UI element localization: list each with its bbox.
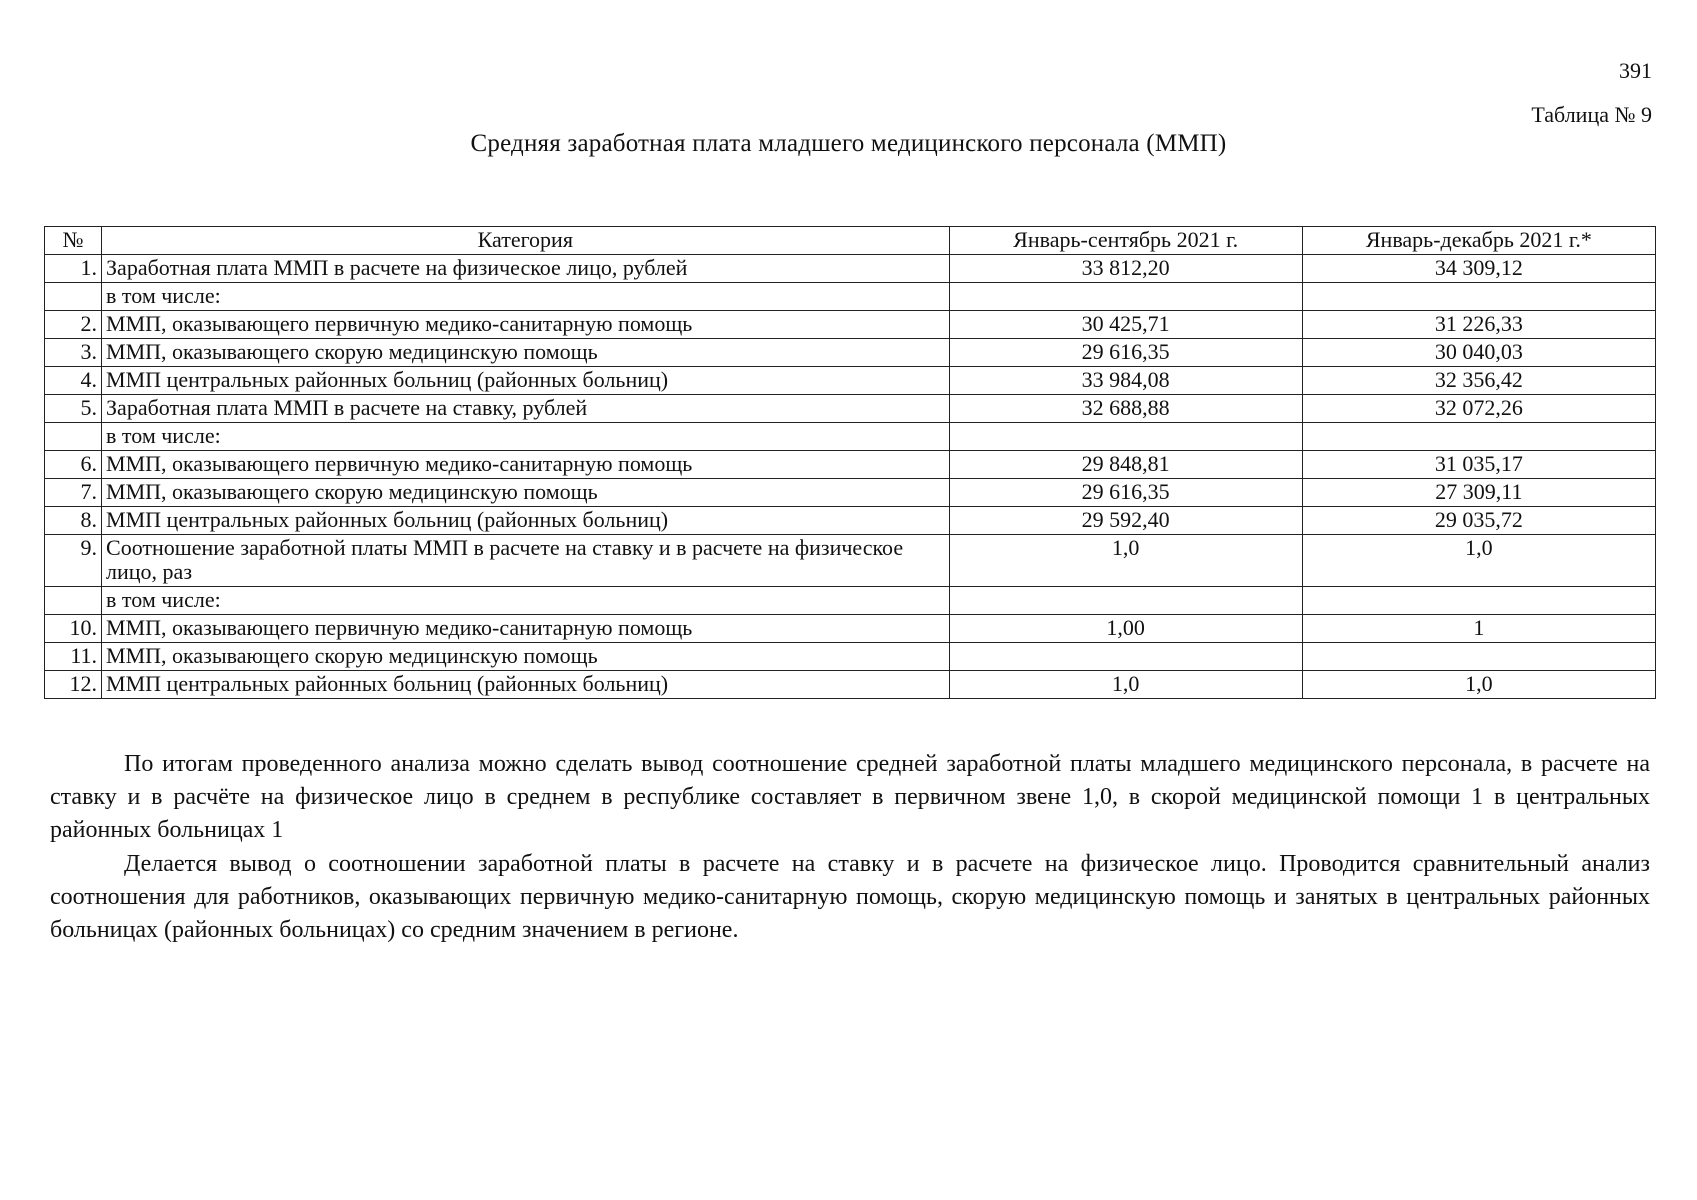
table-label: Таблица № 9	[1531, 102, 1652, 127]
row-value-jan-dec: 34 309,12	[1302, 255, 1655, 283]
row-value-jan-dec: 31 035,17	[1302, 451, 1655, 479]
row-number	[45, 423, 102, 451]
row-value-jan-sep: 30 425,71	[949, 311, 1302, 339]
analysis-paragraph: Делается вывод о соотношении заработной платы в расчете на ставку и в расчете на физическое лицо. Проводится сравнительный анализ соотношения для работников, оказывающих первичную медико-санитарную помощь, скорую медицинскую помощь и занятых в центральных районных больницах (районных больницах) со средним значением в регионе.	[50, 851, 1650, 943]
row-value-jan-sep: 1,0	[949, 671, 1302, 699]
table-row	[45, 535, 1656, 587]
row-category: в том числе:	[102, 423, 950, 451]
page-number: 391	[1619, 58, 1652, 83]
row-number: 4.	[45, 367, 102, 395]
row-number: 7.	[45, 479, 102, 507]
table-row	[45, 367, 1656, 395]
row-category: Заработная плата ММП в расчете на ставку, рублей	[102, 395, 950, 423]
row-value-jan-sep	[949, 587, 1302, 615]
table-row	[45, 451, 1656, 479]
table-row	[45, 339, 1656, 367]
row-category: Заработная плата ММП в расчете на физическое лицо, рублей	[102, 255, 950, 283]
row-value-jan-dec	[1302, 587, 1655, 615]
row-category: в том числе:	[102, 587, 950, 615]
row-category: ММП, оказывающего скорую медицинскую помощь	[102, 643, 950, 671]
row-value-jan-sep: 29 592,40	[949, 507, 1302, 535]
row-number: 5.	[45, 395, 102, 423]
row-category: ММП, оказывающего первичную медико-санитарную помощь	[102, 311, 950, 339]
row-value-jan-dec: 32 356,42	[1302, 367, 1655, 395]
table-row	[45, 255, 1656, 283]
table-row	[45, 311, 1656, 339]
row-value-jan-dec: 1	[1302, 615, 1655, 643]
row-category: ММП, оказывающего скорую медицинскую помощь	[102, 479, 950, 507]
row-number	[45, 587, 102, 615]
row-category: ММП, оказывающего первичную медико-санитарную помощь	[102, 451, 950, 479]
table-row	[45, 587, 1656, 615]
salary-table	[44, 226, 1656, 699]
column-header-jan-dec: Январь-декабрь 2021 г.*	[1302, 227, 1655, 255]
column-header-number: №	[45, 227, 102, 255]
row-value-jan-dec	[1302, 283, 1655, 311]
row-value-jan-sep	[949, 283, 1302, 311]
row-number: 3.	[45, 339, 102, 367]
row-value-jan-sep: 33 812,20	[949, 255, 1302, 283]
row-category: Соотношение заработной платы ММП в расчете на ставку и в расчете на физическое лицо, раз	[102, 535, 950, 587]
row-category: ММП центральных районных больниц (районных больниц)	[102, 671, 950, 699]
row-category: ММП центральных районных больниц (районных больниц)	[102, 507, 950, 535]
table-header-row	[45, 227, 1656, 255]
table-row	[45, 615, 1656, 643]
row-value-jan-sep: 33 984,08	[949, 367, 1302, 395]
row-number: 12.	[45, 671, 102, 699]
table-row	[45, 671, 1656, 699]
row-number: 1.	[45, 255, 102, 283]
row-value-jan-sep	[949, 643, 1302, 671]
table-row	[45, 479, 1656, 507]
column-header-category: Категория	[102, 227, 950, 255]
row-value-jan-sep: 29 848,81	[949, 451, 1302, 479]
table-row	[45, 507, 1656, 535]
conclusion-paragraph: По итогам проведенного анализа можно сделать вывод соотношение средней заработной платы младшего медицинского персонала, в расчете на ставку и в расчёте на физическое лицо в среднем в республике составляет в первичном звене 1,0, в скорой медицинской помощи 1 в центральных районных больницах 1	[50, 751, 1650, 843]
row-category: ММП центральных районных больниц (районных больниц)	[102, 367, 950, 395]
row-value-jan-dec: 32 072,26	[1302, 395, 1655, 423]
row-value-jan-sep	[949, 423, 1302, 451]
table-row	[45, 643, 1656, 671]
row-category: ММП, оказывающего скорую медицинскую помощь	[102, 339, 950, 367]
row-category: ММП, оказывающего первичную медико-санитарную помощь	[102, 615, 950, 643]
column-header-jan-sep: Январь-сентябрь 2021 г.	[949, 227, 1302, 255]
row-value-jan-sep: 1,00	[949, 615, 1302, 643]
table-row	[45, 283, 1656, 311]
row-value-jan-dec: 31 226,33	[1302, 311, 1655, 339]
row-number: 9.	[45, 535, 102, 587]
row-value-jan-dec: 1,0	[1302, 535, 1655, 587]
row-number: 2.	[45, 311, 102, 339]
row-value-jan-sep: 29 616,35	[949, 339, 1302, 367]
row-number: 10.	[45, 615, 102, 643]
row-value-jan-sep: 1,0	[949, 535, 1302, 587]
row-value-jan-sep: 29 616,35	[949, 479, 1302, 507]
row-value-jan-dec: 1,0	[1302, 671, 1655, 699]
row-value-jan-dec	[1302, 643, 1655, 671]
row-category: в том числе:	[102, 283, 950, 311]
document-title: Средняя заработная плата младшего медицинского персонала (ММП)	[470, 130, 1227, 157]
row-value-jan-sep: 32 688,88	[949, 395, 1302, 423]
table-row	[45, 423, 1656, 451]
row-value-jan-dec: 27 309,11	[1302, 479, 1655, 507]
row-value-jan-dec	[1302, 423, 1655, 451]
row-value-jan-dec: 30 040,03	[1302, 339, 1655, 367]
row-number: 8.	[45, 507, 102, 535]
row-number	[45, 283, 102, 311]
row-number: 6.	[45, 451, 102, 479]
row-number: 11.	[45, 643, 102, 671]
row-value-jan-dec: 29 035,72	[1302, 507, 1655, 535]
table-row	[45, 395, 1656, 423]
